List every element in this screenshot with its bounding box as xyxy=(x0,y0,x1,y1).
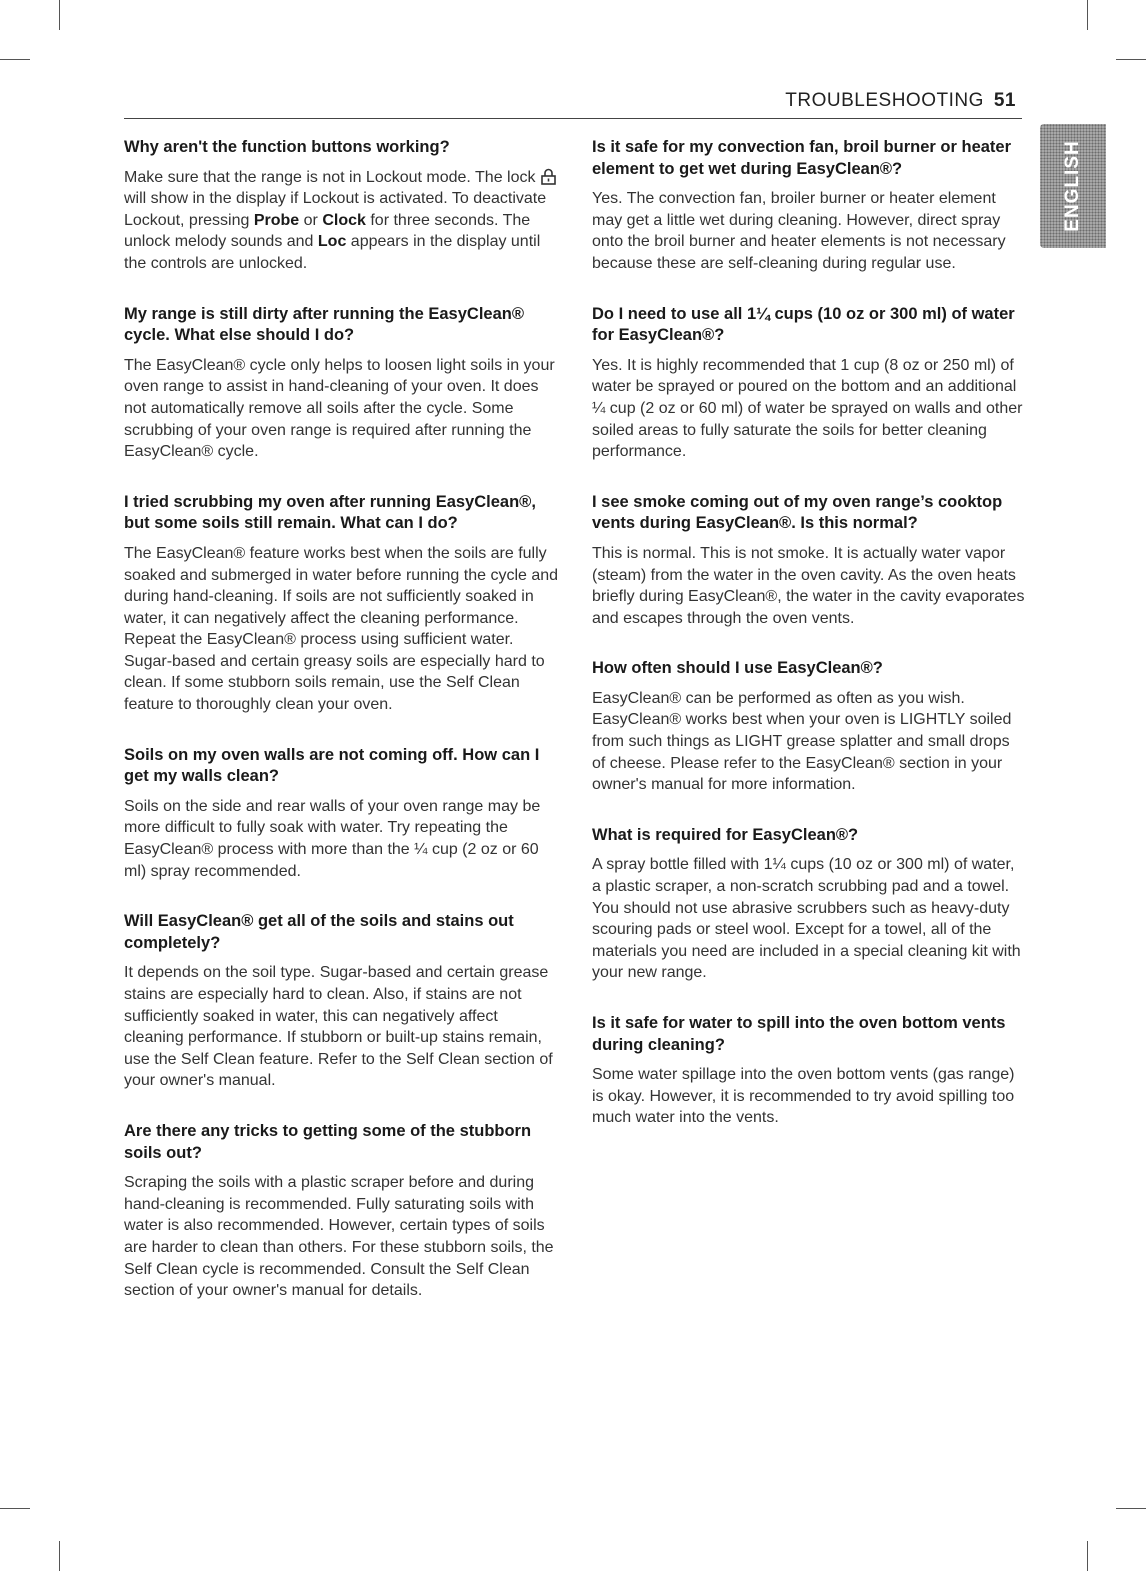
faq-answer: Yes. It is highly recommended that 1 cup (8 oz or 250 ml) of water be sprayed or poured on the bottom and an additional ¼ cup (2 oz or 60 ml) of water be sprayed on walls and other soiled areas to fully saturate the soils for better cleaning performance. xyxy=(592,356,1023,461)
faq-answer xyxy=(124,167,559,275)
header-title xyxy=(785,90,1016,112)
crop-mark-bottom-left-horizontal xyxy=(0,1508,30,1509)
left-column xyxy=(124,137,559,1331)
page-header xyxy=(124,86,1022,119)
faq-item-bottom-vents xyxy=(592,1013,1026,1129)
language-tab-label: ENGLISH xyxy=(1062,140,1083,232)
faq-item-requirements xyxy=(592,825,1026,984)
answer-text: for three seconds. The unlock melody sounds and xyxy=(124,211,531,251)
faq-question: I see smoke coming out of my oven range’s cooktop vents during EasyClean®. Is this normal? xyxy=(592,492,1003,533)
page-number: 51 xyxy=(993,90,1016,111)
faq-item-oven-walls xyxy=(124,745,559,883)
crop-mark-top-left-horizontal xyxy=(0,59,30,60)
faq-question: How often should I use EasyClean®? xyxy=(592,659,883,678)
faq-item-function-buttons xyxy=(124,137,559,275)
crop-mark-bottom-right-horizontal xyxy=(1116,1508,1146,1509)
faq-item-stains-out xyxy=(124,911,559,1092)
faq-answer: The EasyClean® cycle only helps to loosen light soils in your oven range to assist in hand-cleaning of your oven. It does not automatically remove all soils after the cycle. Some scrubbing of your oven range is required after running the EasyClean® cycle. xyxy=(124,356,555,461)
crop-mark-bottom-left-vertical xyxy=(59,1541,60,1571)
faq-answer: Yes. The convection fan, broiler burner or heater element may get a little wet during cleaning. However, direct spray onto the broil burner and heater elements is not necessary because these are self-cleaning during regular use. xyxy=(592,190,1006,272)
faq-answer: A spray bottle filled with 1¼ cups (10 oz or 300 ml) of water, a plastic scraper, a non-scratch scrubbing pad and a towel. You should not use abrasive scrubbers such as heavy-duty scouring pads or steel wool. Except for a towel, all of the materials you need are included in a special cleaning kit with your new range. xyxy=(592,856,1021,982)
faq-question: Is it safe for water to spill into the oven bottom vents during cleaning? xyxy=(592,1014,1006,1054)
faq-answer: It depends on the soil type. Sugar-based and certain grease stains are especially hard to clean. Also, if stains are not sufficiently soaked in water, this can negatively affect cleaning performance. If stubborn or built-up stains remain, use the Self Clean feature. Refer to the Self Clean section of your owner's manual. xyxy=(124,964,553,1090)
faq-answer: Scraping the soils with a plastic scraper before and during hand-cleaning is recommended. Fully saturating soils with water is also recommended. However, certain types of soils are harder to clean than others. For these stubborn soils, the Self Clean cycle is recommended. Consult the Self Clean section of your owner's manual for details. xyxy=(124,1174,554,1300)
crop-mark-top-right-vertical xyxy=(1087,0,1088,30)
crop-mark-bottom-right-vertical xyxy=(1087,1541,1088,1571)
faq-question: Soils on my oven walls are not coming off. How can I get my walls clean? xyxy=(124,745,540,786)
probe-key-label: Probe xyxy=(253,211,300,229)
faq-question: Are there any tricks to getting some of the stubborn soils out? xyxy=(124,1121,532,1162)
clock-key-label: Clock xyxy=(322,211,366,229)
faq-question: Will EasyClean® get all of the soils and stains out completely? xyxy=(124,912,514,952)
answer-text: or xyxy=(299,211,323,229)
faq-item-fan-wet xyxy=(592,137,1026,275)
faq-answer: Some water spillage into the oven bottom vents (gas range) is okay. However, it is recommended to try avoid spilling too much water into the vents. xyxy=(592,1066,1015,1127)
faq-item-smoke xyxy=(592,492,1026,630)
faq-question: Is it safe for my convection fan, broil burner or heater element to get wet during EasyClean®? xyxy=(592,138,1012,178)
faq-answer: Soils on the side and rear walls of your oven range may be more difficult to fully soak with water. Try repeating the EasyClean® process with more than the ¼ cup (2 oz or 60 ml) spray recommended. xyxy=(124,797,541,880)
loc-display-label: Loc xyxy=(317,233,347,251)
right-column xyxy=(592,137,1026,1158)
faq-question: Do I need to use all 1¼ cups (10 oz or 300 ml) of water for EasyClean®? xyxy=(592,304,1015,345)
faq-answer: The EasyClean® feature works best when the soils are fully soaked and submerged in water before running the cycle and during hand-cleaning. If soils are not sufficiently soaked in water, it can negatively affect the cleaning performance. Repeat the EasyClean® process using sufficient water. Sugar-based and certain greasy soils are especially hard to clean. If some stubborn soils remain, use the Self Clean feature to thoroughly clean your oven. xyxy=(124,544,559,714)
section-title: TROUBLESHOOTING xyxy=(785,90,984,111)
faq-item-soils-remain xyxy=(124,492,559,716)
crop-mark-top-left-vertical xyxy=(59,0,60,30)
answer-text: Make sure that the range is not in Lockout mode. The lock xyxy=(124,168,540,186)
faq-item-still-dirty xyxy=(124,304,559,463)
faq-answer: EasyClean® can be performed as often as you wish. EasyClean® works best when your oven is LIGHTLY soiled from such things as LIGHT grease splatter and small drops of cheese. Please refer to the EasyClean® section in your owner's manual for more information. xyxy=(592,689,1012,794)
language-tab xyxy=(1040,124,1106,248)
faq-answer: This is normal. This is not smoke. It is actually water vapor (steam) from the water in the oven cavity. As the oven heats briefly during EasyClean®, the water in the cavity evaporates and escapes through the oven vents. xyxy=(592,544,1025,627)
faq-question: My range is still dirty after running the EasyClean® cycle. What else should I do? xyxy=(124,304,525,345)
faq-item-water-amount xyxy=(592,304,1026,463)
answer-text: appears in the display until the controls are unlocked. xyxy=(124,233,541,272)
answer-text: will show in the display if Lockout is activated. To deactivate Lockout, pressing xyxy=(124,190,547,229)
faq-question: What is required for EasyClean®? xyxy=(592,825,859,844)
lock-icon xyxy=(541,168,556,185)
faq-question: I tried scrubbing my oven after running EasyClean®, but some soils still remain. What can I do? xyxy=(124,492,536,533)
faq-item-how-often xyxy=(592,658,1026,796)
crop-mark-top-right-horizontal xyxy=(1116,59,1146,60)
faq-item-tricks xyxy=(124,1121,559,1302)
faq-question: Why aren't the function buttons working? xyxy=(124,138,450,156)
